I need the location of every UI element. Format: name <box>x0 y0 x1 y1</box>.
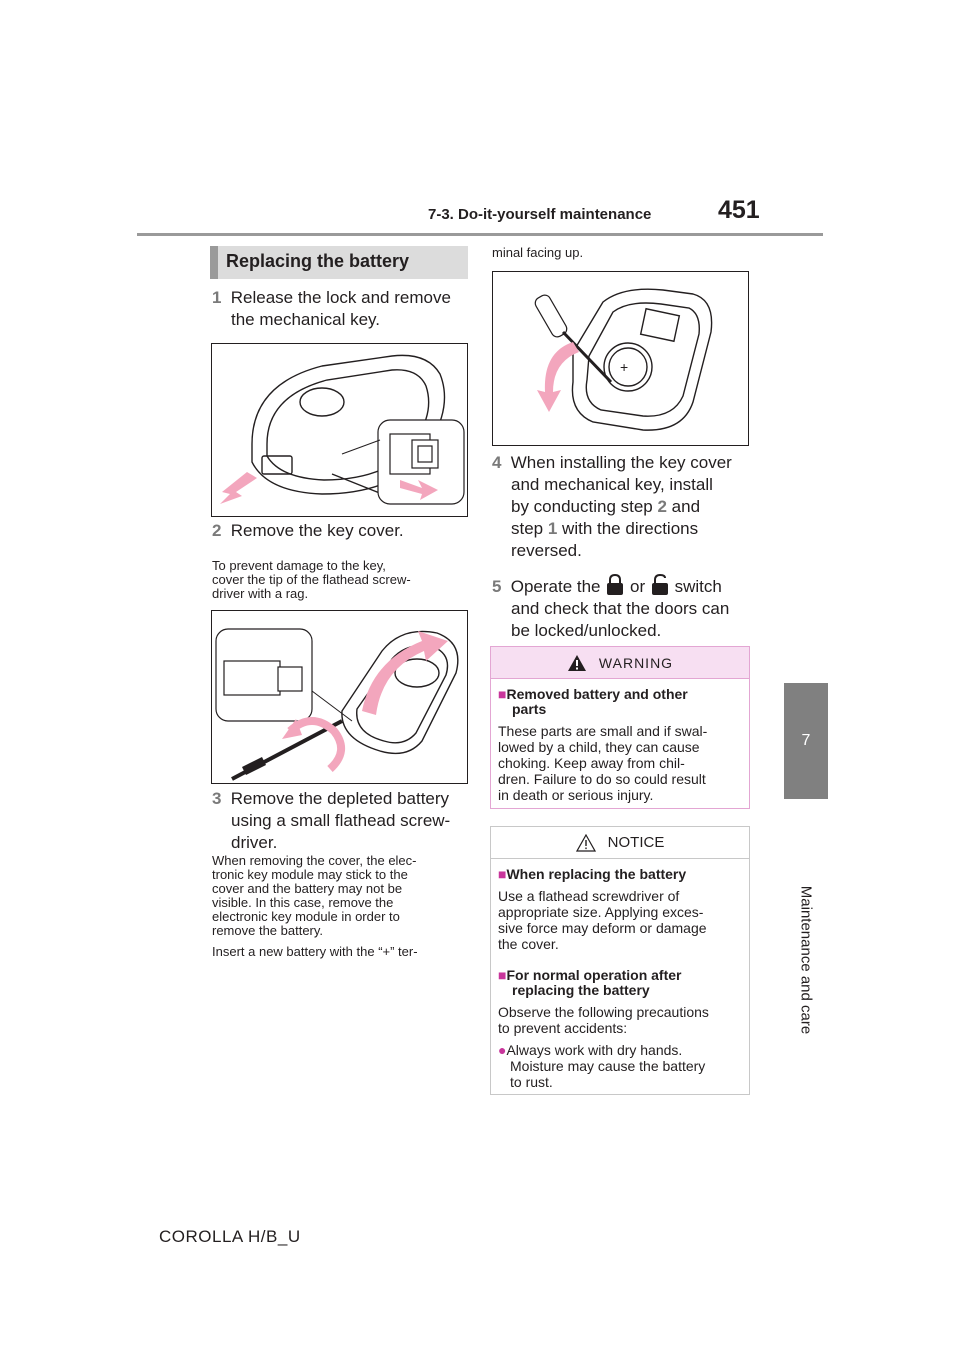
step-text: using a small flathead screw- <box>231 811 451 830</box>
step-2 <box>212 520 472 542</box>
section-title: Replacing the battery <box>210 246 468 279</box>
step-text: When installing the key cover <box>510 453 732 472</box>
svg-text:+: + <box>620 359 629 375</box>
warning-box <box>490 646 750 809</box>
figure-remove-mechanical-key <box>211 343 468 517</box>
step-text: Remove the key cover. <box>230 521 404 540</box>
warning-title: parts <box>512 701 547 717</box>
note-line: tronic key module may stick to the <box>212 867 408 882</box>
warning-text: These parts are small and if swal- lowed by a child, they can cause choking. Keep away from chil- dren. Failure to do so could result in death or serious injury. <box>498 723 708 803</box>
note-line: To prevent damage to the key, <box>212 558 386 573</box>
step-1 <box>212 287 472 331</box>
step-text: switch <box>674 577 722 596</box>
step-text: Operate the <box>510 577 606 596</box>
notice-triangle-icon <box>576 834 596 852</box>
step-text: with the directions <box>557 519 699 538</box>
step-text: step <box>511 519 548 538</box>
warning-triangle-icon <box>567 654 587 672</box>
note-line: driver with a rag. <box>212 586 309 601</box>
step-text: driver. <box>231 833 278 852</box>
step-5 <box>492 573 762 642</box>
warning-header <box>491 647 749 679</box>
step-3 <box>212 788 472 854</box>
note-line: Insert a new battery with the “+” ter- <box>212 944 418 959</box>
figure-remove-key-cover <box>211 610 468 784</box>
step-number: 1 <box>212 288 222 307</box>
step-text: Release the lock and remove <box>230 288 451 307</box>
step-text: and <box>666 497 701 516</box>
key-cover-illustration <box>212 611 467 783</box>
header-rule <box>137 233 823 236</box>
chapter-number: 7 <box>801 732 811 749</box>
step-number: 4 <box>492 453 502 472</box>
lock-icon <box>605 573 625 597</box>
notice-label: NOTICE <box>607 834 665 851</box>
unlock-icon <box>650 573 670 597</box>
step-number: 3 <box>212 789 222 808</box>
note-line: remove the battery. <box>212 923 324 938</box>
step-text: be locked/unlocked. <box>511 621 662 640</box>
note-line: visible. In this case, remove the <box>212 895 394 910</box>
step-text: and check that the doors can <box>511 599 730 618</box>
notice-subhead: ■When replacing the battery <box>498 866 687 882</box>
notice-subhead: ■For normal operation after <box>498 967 682 983</box>
step-reference: 2 <box>657 497 667 516</box>
note-electronic-module <box>212 854 474 959</box>
chapter-tab <box>784 683 828 799</box>
notice-text: Use a flathead screwdriver of appropriate size. Applying exces- sive force may deform or damage the cover. <box>498 888 707 952</box>
footer-model: COROLLA H/B_U <box>159 1227 301 1246</box>
step-reference: 1 <box>547 519 558 538</box>
note-line: cover the tip of the flathead screw- <box>212 572 411 587</box>
note-key-cover <box>212 559 472 601</box>
step-text: Remove the depleted battery <box>230 789 450 808</box>
warning-title: ■Removed battery and other <box>498 686 688 702</box>
step-number: 2 <box>212 521 222 540</box>
note-line: electronic key module in order to <box>212 909 400 924</box>
figure-remove-battery <box>492 271 749 446</box>
chapter-title: Maintenance and care <box>797 885 815 1035</box>
note-line: When removing the cover, the elec- <box>212 853 417 868</box>
step-text: the mechanical key. <box>231 310 380 329</box>
notice-subhead: replacing the battery <box>512 982 650 998</box>
note-line: cover and the battery may not be <box>212 881 403 896</box>
page-number: 451 <box>718 196 760 224</box>
step-text: and mechanical key, install <box>511 475 713 494</box>
step-text: by conducting step <box>511 497 658 516</box>
notice-box <box>490 826 750 1095</box>
battery-illustration <box>493 272 748 445</box>
notice-header <box>491 827 749 859</box>
key-fob-illustration <box>212 344 467 516</box>
step-text: reversed. <box>511 541 582 560</box>
notice-bullet: ●Always work with dry hands. Moisture may cause the battery to rust. <box>498 1042 706 1090</box>
warning-label: WARNING <box>598 654 674 671</box>
step-number: 5 <box>492 577 502 596</box>
step-4 <box>492 452 762 562</box>
note-line: minal facing up. <box>492 245 584 260</box>
notice-text: Observe the following precautions to prevent accidents: <box>498 1004 709 1036</box>
section-header: 7-3. Do-it-yourself maintenance <box>428 206 652 223</box>
step-text: or <box>629 577 646 596</box>
